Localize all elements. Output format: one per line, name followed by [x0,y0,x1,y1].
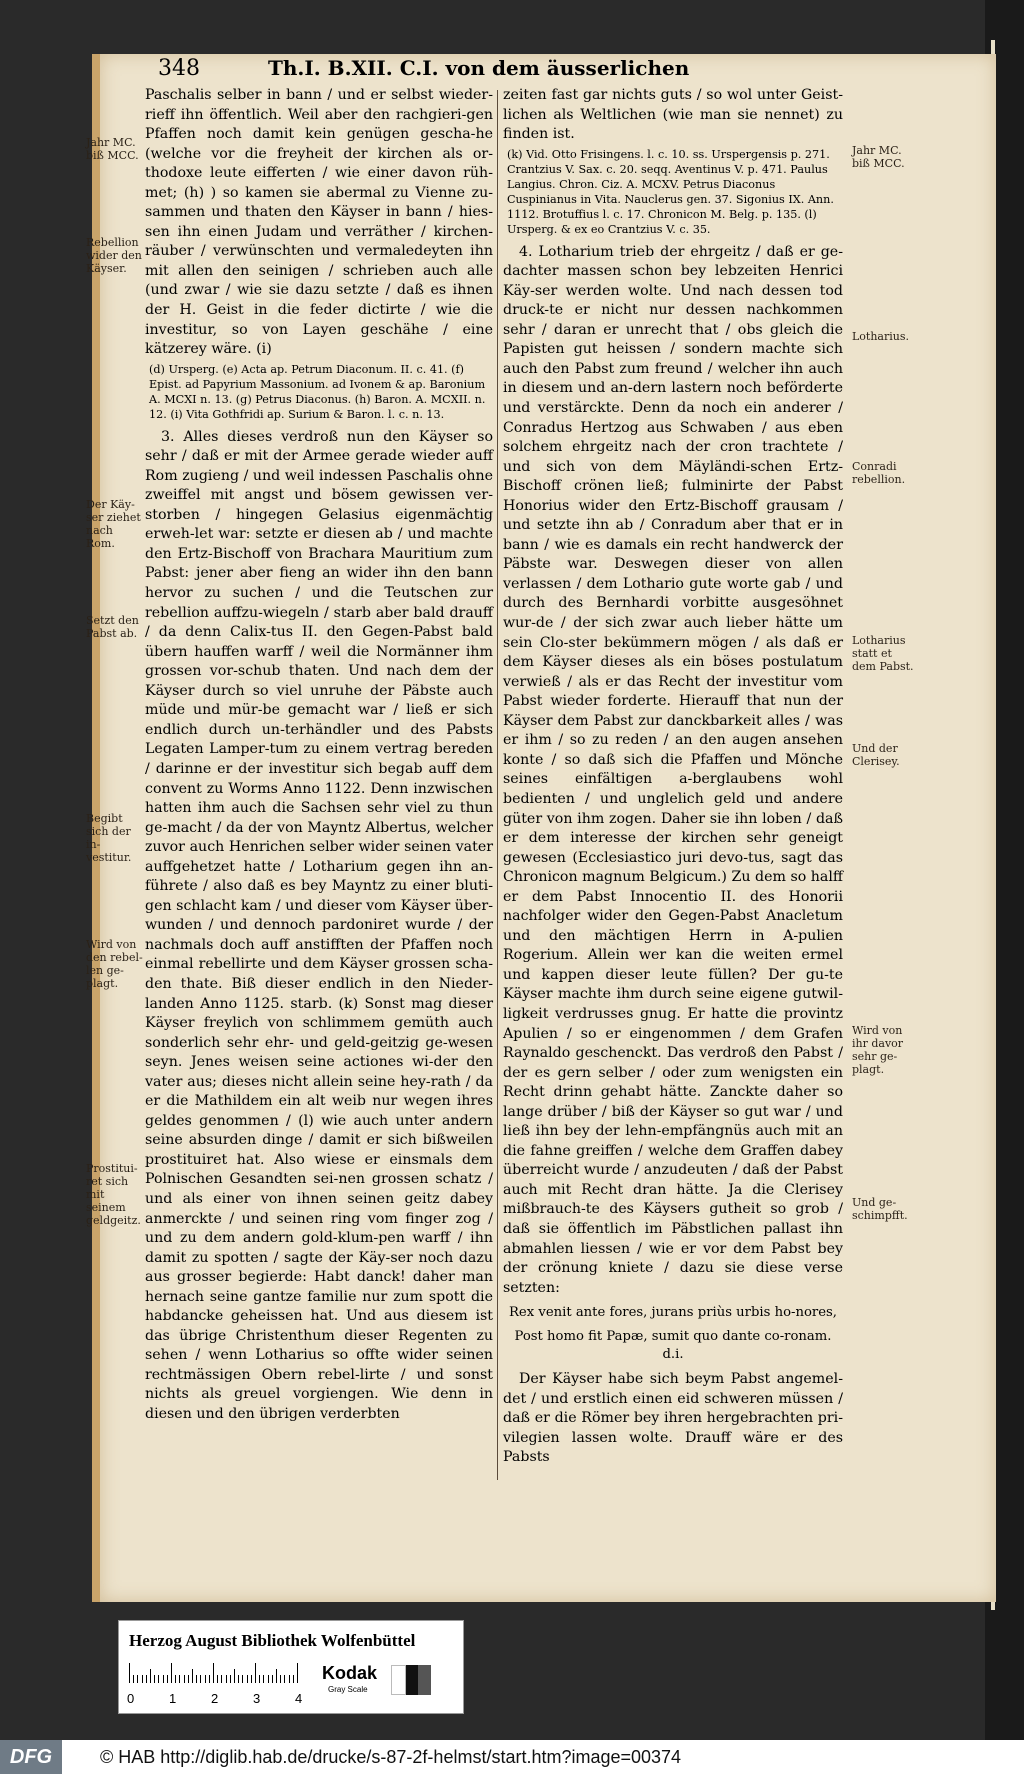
ruler-tick [175,1675,176,1683]
verse-line: Post homo fit Papæ, sumit quo dante co-ronam. d.i. [514,1329,832,1363]
ruler-tick [171,1663,172,1683]
ruler-tick [221,1675,222,1683]
running-title: Th.I. B.XII. C.I. von dem äusserlichen [268,56,690,80]
ruler-tick [200,1675,201,1683]
paragraph: Paschalis selber in bann / und er selbst wieder-rieff ihn öffentlich. Weil aber den rachgieri-gen Pfaffen noch damit kein genügen gescha-he (welche vor die freyheit der kirchen als or-thodoxe leute eifferten / wie einer davon rüh-met; (h) ) so kamen sie abermal zu Vienne zu-sammen und thaten den Käyser in bann / hies-sen ihn einen Judam und verräther / kirchen-räuber / verwünschten und vermaledeyten ihn mit allen den seinigen / schrieben auch alle (und zwar / wie sie dazu setzte / daß es ihnen der H. Geist in die feder dictirte / wie die investitur, so von Layen geschähe / eine kätzerey wäre. (i) [145,87,493,358]
library-name: Herzog August Bibliothek Wolfenbüttel [129,1631,416,1650]
margin-note-right: Und ge- schimpfft. [852,1196,908,1222]
left-column [145,86,493,1425]
ruler-tick [192,1669,193,1683]
right-column [503,86,843,1468]
ruler-number: 1 [169,1691,177,1706]
ruler-tick [289,1675,290,1683]
ruler-tick [263,1675,264,1683]
column-divider [497,90,498,1480]
ruler-tick [205,1675,206,1683]
ruler-tick [242,1675,243,1683]
ruler-number: 0 [127,1691,135,1706]
running-head [158,50,758,86]
margin-note-right: Lotharius statt et dem Pabst. [852,634,914,673]
ruler-tick [163,1675,164,1683]
margin-note-right: Und der Clerisey. [852,742,900,768]
margin-note-left: Der Käy- ser ziehet nach Rom. [86,498,141,550]
ruler-number: 2 [211,1691,219,1706]
grayscale-patch [391,1665,431,1695]
paragraph: 3. Alles dieses verdroß nun den Käyser so sehr / daß er mit der Armee gerade wieder auff Rom zugieng / und weil indessen Paschalis ohne zweiffel mit angst und bösem gewissen ver-storben / hingegen Gelasius eigenmächtig erweh-let war: setzte er diesen ab / und machte den Ertz-Bischoff von Brachara Mauritium zum Pabst: jener aber fieng an wider ihn den bann hervor zu suchen / und die Teutschen zur rebellion auffzu-wiegeln / starb aber bald drauff / da denn Calix-tus II. den Gegen-Pabst bald übern hauffen warff / weil die Normänner ihm grossen vor-schub thaten. Und nach dem der Käyser durch so viel unruhe der Päbste auch müde und mür-be gemacht war / ließ er sich endlich durch un-terhändler und des Pabsts Legaten Lamper-tum zu einem vertrag bereden / darinne er der investitur sich begab auff dem convent zu Worms Anno 1122. Denn inzwischen hatten ihm auch die Sachsen sehr viel zu thun ge-macht / da der von Mayntz Albertus, welcher zuvor auch Henrichen selber wider seinen vater auffgehetzet hatte / Lotharium gegen ihn an-führete / also daß es bey Mayntz zu einer bluti-gen schlacht kam / und dieser vom Käyser über-wunden / und dennoch pardoniret wurde / der nachmals doch auff anstifften der Pfaffen noch einmal rebellirte und dem Käyser grossen scha-den thate. Biß dieser endlich in den Nieder-landen Anno 1125. starb. (k) Sonst mag dieser Käyser freylich von schlimmem gemüth auch sonderlich sehr ehr- und geld-geitzig ge-wesen seyn. Jenes weisen seine actiones wi-der den vater aus; dieses nicht allein seine hey-rath / da er die Mathildem ein alt weib nur wegen ihres geldes genommen / (l) wie auch unter andern seine absurden dinge / damit er sich bißweilen prostituiret hat. Also wiese er einsmals dem Polnischen Gesandten sei-nen grossen schatz / und als einer von ihnen seinen geitz dabey anmerckte / und seinen ring vom finger zog / und zu dem andern gold-klum-pen warff / ihn damit zu spotten / sagte der Käy-ser noch dazu aus grosser begierde: Habt danck! daher man hernach seine gantze familie nur zum spott die habdancke geheissen hat. Und aus diesem ist das übrige Christenthum dieser Regenten zu sehen / wenn Lotharius so offte wider seinen rechtmässigen Obern rebel-lirte / und sonst nichts als greuel vorgiengen. Wie denn in diesen und den übrigen verderbten [145,428,493,1422]
kodak-logo: Kodak [322,1663,378,1683]
ruler-tick [129,1663,130,1683]
footnotes: (d) Ursperg. (e) Acta ap. Petrum Diaconum. II. c. 41. (f) Epist. ad Papyrium Massonium. ad Ivonem & ap. Baronium A. MCXI n. 13. (g) Petrus Diaconus. (h) Baron. A. MCXII. n. 12. (i) Vita Gothfridi ap. Surium & Baron. l. c. n. 13. [149,362,486,421]
margin-note-right: Wird von ihr davor sehr ge- plagt. [852,1024,904,1076]
ruler-tick [276,1669,277,1683]
ruler-tick [142,1675,143,1683]
ruler-tick [188,1675,189,1683]
footer-bar [0,1740,1024,1774]
ruler-tick [213,1663,214,1683]
margin-note-left: Jahr MC. biß MCC. [86,136,139,162]
copyright-link[interactable]: © HAB http://diglib.hab.de/drucke/s-87-2f-helmst/start.htm?image=00374 [100,1747,682,1767]
margin-note-left: Wird von den rebel- len ge- plagt. [86,938,143,990]
verse-line: Rex venit ante fores, jurans priùs urbis ho-nores, [509,1305,837,1321]
ruler-tick [293,1675,294,1683]
ruler-number: 3 [253,1691,261,1706]
ruler-tick [184,1675,185,1683]
page-number: 348 [158,56,200,81]
footnotes: (k) Vid. Otto Frisingens. l. c. 10. ss. Urspergensis p. 271. Crantzius V. Sax. c. 20. seqq. Aventinus V. p. 471. Paulus Langius. Chron. Ciz. A. MCXV. Petrus Diaconus Cuspinianus in Vita. Nauclerus gen. 37. Sigonius IX. Ann. 1112. Brotuffius l. c. 17. Chronicon M. Belg. p. 135. (l) Ursperg. & ex eo Crantzius V. c. 35. [507,147,834,236]
ruler-tick [217,1675,218,1683]
ruler-tick [150,1669,151,1683]
ruler-tick [158,1675,159,1683]
ruler-tick [209,1675,210,1683]
ruler-tick [137,1675,138,1683]
ruler-number: 4 [295,1691,303,1706]
ruler-tick [179,1675,180,1683]
dfg-logo: DFG [0,1740,62,1774]
ruler-tick [251,1675,252,1683]
ruler-tick [230,1675,231,1683]
ruler-tick [167,1675,168,1683]
ruler-tick [280,1675,281,1683]
margin-note-right: Conradi rebellion. [852,460,906,486]
paragraph: 4. Lotharium trieb der ehrgeitz / daß er ge-dachter massen schon bey lebzeiten Henrici Käy-ser werden wolte. Und nach dessen tod druck-te er nicht nur dessen nachkommen sehr / daran er unrecht that / obs gleich die Papisten gut heissen / sondern machte sich auch den Pabst zum freund / welcher ihn auch in diesem und an-dern lastern noch beförderte und verstärckte. Denn da noch ein anderer / Conradus Hertzog aus Schwaben / aus eben solchem ehrgeitz nach der cron trachtete / und sich von dem Mäyländi-schen Ertz-Bischoff crönen ließ; fulminirte der Pabst Honorius wider den Ertz-Bischoff grausam / und setzte ihn ab / Conradum aber that er in bann / wie es damals ein recht handwerck der Päbste war. Deswegen dieser von allen verlassen / dem Lothario gute worte gab / und durch des Bernhardi vorbitte ausgesöhnet wur-de / der sich zwar auch lieber hätte um sein Clo-ster bekümmern mögen / als daß er dem Käyser dieses als ein böses postulatum verwieß / als er das Recht der investitur vom Pabst wieder forderte. Hierauff that nun der Käyser dem Pabst zur danckbarkeit alles / was er ihm / so zu reden / an den augen ansehen konte / so daß sich die Pfaffen und Mönche seines einfältigen a-berglaubens wohl bedienten / und unglelich geld und andere güter von ihm zogen. Daher sie ihn loben / daß er dem interesse der kirchen sehr geneigt gewesen (Ecclesiastico juri devo-tus, sagt das Chronicon magnum Belgicum.) Zu dem so halff er dem Pabst Innocentio II. des Honorii nachfolger wider den Gegen-Pabst Anacletum und den mächtigen Herrn in A-pulien Rogerium. Allein wer kan die weiten ermel und kappen dieser leute füllen? Der gu-te Käyser machte ihm durch seine eigene gutwil-ligkeit verdrusses gnug. Er hatte die provintz Apulien / so er eingenommen / dem Grafen Raynaldo geschenckt. Das verdroß den Pabst / der es gern selber / oder zum wenigsten ein Recht drinn gehabt hätte. Zanckte daher so lange drüber / biß der Käyser so gut war / und ließ ihn bey der lehn-empfängnüs auch mit an die fahne greiffen / welche dem Graffen dabey überreicht wurde / anzudeuten / daß der Pabst auch mit Recht dran hätte. Ja die Clerisey mißbrauch-te des Käysers gutheit so grob / daß sie öffentlich im Päbstlichen pallast ihn abmahlen liessen / wie er vor dem Pabst bey der crönung kniete / dazu sie diese verse setzten: [503,243,843,1296]
ruler-tick [297,1663,298,1683]
margin-note-left: Rebellion wider den Käyser. [86,236,142,275]
margin-note-left: Setzt den Pabst ab. [86,614,139,640]
ruler-tick [268,1675,269,1683]
ruler-tick [272,1675,273,1683]
ruler-tick [226,1675,227,1683]
margin-note-left: Begibt sich der in- vestitur. [86,812,132,864]
ruler-tick [238,1675,239,1683]
ruler-scale [129,1661,309,1683]
ruler-tick [255,1663,256,1683]
kodak-subtitle: Gray Scale [328,1685,368,1694]
ruler-tick [146,1675,147,1683]
ruler-tick [234,1669,235,1683]
ruler-tick [154,1675,155,1683]
ruler-tick [196,1675,197,1683]
ruler-tick [284,1675,285,1683]
ruler-tick [247,1675,248,1683]
margin-note-left: Prostitui- ret sich mit seinem geldgeitz. [86,1162,141,1227]
paragraph: zeiten fast gar nichts guts / so wol unter Geist-lichen als Weltlichen (wie man sie nennet) zu finden ist. [503,87,843,143]
paragraph: Der Käyser habe sich beym Pabst angemel-det / und erstlich einen eid schweren müssen / daß er die Römer bey ihren hergebrachten pri-vilegien lassen wolte. Drauff wäre er des Pabsts [503,1371,843,1466]
library-scale-label [118,1620,464,1714]
ruler-tick [259,1675,260,1683]
margin-note-right: Jahr MC. biß MCC. [852,144,905,170]
ruler-tick [133,1675,134,1683]
margin-note-right: Lotharius. [852,330,909,343]
